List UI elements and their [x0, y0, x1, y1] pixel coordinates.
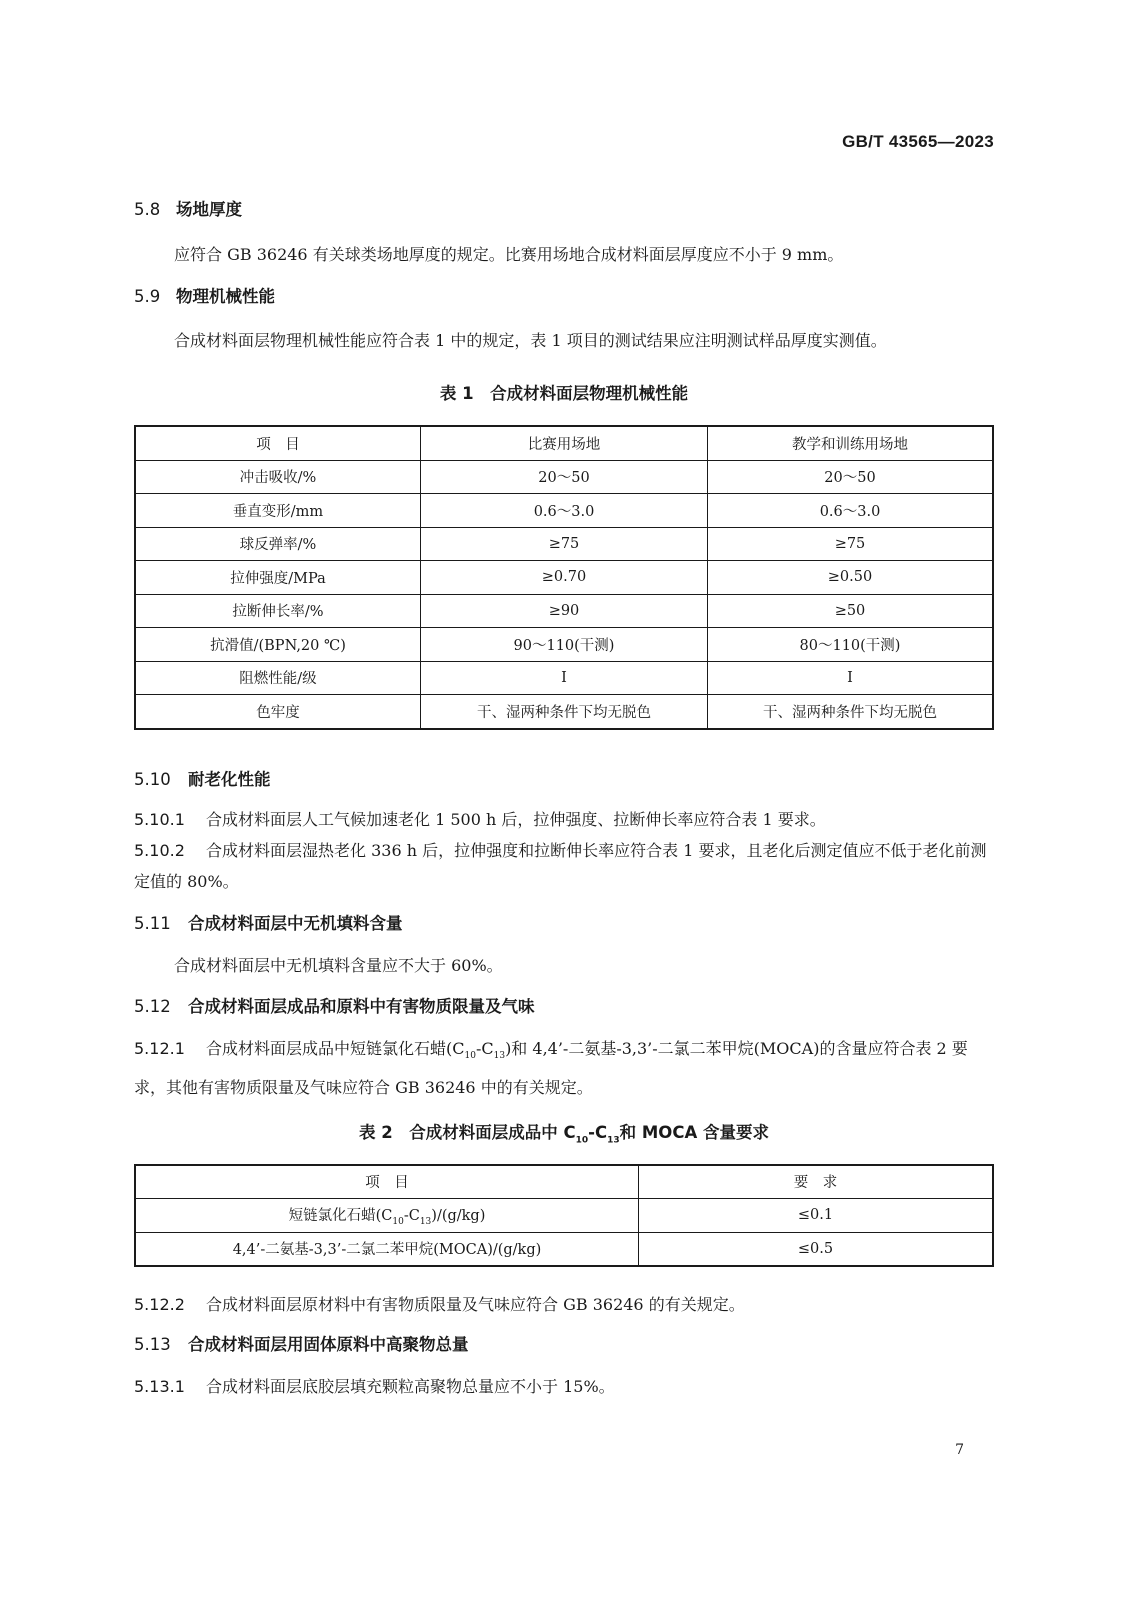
clause-text: 合成材料面层湿热老化 336 h 后，拉伸强度和拉断伸长率应符合表 1 要求，且老化后测定值应不低于老化前测定值的 80%。 — [134, 840, 987, 891]
clause-number: 5.12.1 — [134, 1038, 185, 1058]
clause-5-10-2 — [134, 835, 994, 897]
clause-number: 5.10.1 — [134, 809, 185, 829]
table-row — [135, 460, 993, 494]
clause-5-10-1 — [134, 804, 994, 835]
table-cell: ≥90 — [421, 594, 708, 628]
table-cell: 色牢度 — [135, 695, 421, 729]
clause-text: 合成材料面层底胶层填充颗粒高聚物总量应不小于 15%。 — [206, 1377, 615, 1397]
section-5-10-heading — [134, 766, 994, 794]
table-row — [135, 1232, 993, 1266]
clause-text: -C — [475, 1038, 494, 1058]
table-cell: 90～110(干测) — [421, 628, 708, 662]
section-title: 合成材料面层成品和原料中有害物质限量及气味 — [188, 996, 535, 1016]
subscript: 13 — [493, 1050, 506, 1061]
section-5-9-heading — [134, 283, 994, 311]
clause-text: 合成材料面层人工气候加速老化 1 500 h 后，拉伸强度、拉断伸长率应符合表 1 要求。 — [206, 809, 826, 829]
section-5-9-text: 合成材料面层物理机械性能应符合表 1 中的规定，表 1 项目的测试结果应注明测试样品厚度实测值。 — [174, 331, 887, 350]
table-cell: 抗滑值/(BPN,20 ℃) — [135, 628, 421, 662]
table-1 — [134, 425, 994, 730]
section-5-13-heading — [134, 1331, 994, 1359]
section-5-8-text: 应符合 GB 36246 有关球类场地厚度的规定。比赛用场地合成材料面层厚度应不小于 9 mm。 — [174, 245, 844, 264]
caption-text: 表 2 合成材料面层成品中 C — [359, 1122, 576, 1142]
column-header: 比赛用场地 — [421, 426, 708, 460]
column-header: 教学和训练用场地 — [708, 426, 994, 460]
table-row — [135, 695, 993, 729]
table-cell: 冲击吸收/% — [135, 460, 421, 494]
table-cell: 阻燃性能/级 — [135, 661, 421, 695]
table-cell: 拉断伸长率/% — [135, 594, 421, 628]
clause-number: 5.12.2 — [134, 1295, 185, 1315]
section-number: 5.9 — [134, 287, 161, 306]
document-body — [134, 196, 994, 1402]
table-cell: ≥75 — [421, 527, 708, 561]
subscript: 10 — [464, 1050, 476, 1061]
caption-text: -C — [588, 1122, 608, 1142]
table-cell: 垂直变形/mm — [135, 494, 421, 528]
clause-text: )和 4,4’-二氨基-3,3’-二氯二苯甲烷(MOCA)的含量应符合表 2 要求，其他有害物质限量及气味应符合 GB 36246 中的有关规定。 — [134, 1038, 968, 1097]
cell-text: -C — [403, 1207, 420, 1224]
table-cell: 20～50 — [421, 460, 708, 494]
column-header: 项 目 — [135, 426, 421, 460]
section-5-11-heading — [134, 910, 994, 938]
table-1-caption: 表 1 合成材料面层物理机械性能 — [439, 384, 689, 403]
section-5-11-text: 合成材料面层中无机填料含量应不大于 60%。 — [174, 955, 503, 975]
table-cell: Ⅰ — [708, 661, 994, 695]
section-title: 场地厚度 — [176, 200, 242, 219]
table-cell: ≤0.1 — [639, 1199, 994, 1233]
table-row — [135, 527, 993, 561]
table-cell: 4,4’-二氨基-3,3’-二氯二苯甲烷(MOCA)/(g/kg) — [135, 1232, 639, 1266]
table-cell: 拉伸强度/MPa — [135, 561, 421, 595]
page-number: 7 — [955, 1442, 964, 1458]
section-title: 物理机械性能 — [176, 287, 275, 306]
table-cell: ≥0.50 — [708, 561, 994, 595]
section-number: 5.12 — [134, 996, 171, 1016]
table-2 — [134, 1164, 994, 1268]
caption-text: 和 MOCA 含量要求 — [619, 1122, 769, 1142]
table-row — [135, 1199, 993, 1233]
table-cell: 0.6～3.0 — [708, 494, 994, 528]
table-cell: ≤0.5 — [639, 1232, 994, 1266]
table-cell: 干、湿两种条件下均无脱色 — [708, 695, 994, 729]
section-5-8-heading — [134, 196, 994, 224]
standard-code: GB/T 43565—2023 — [842, 132, 994, 151]
column-header: 项 目 — [135, 1165, 639, 1199]
section-title: 合成材料面层用固体原料中高聚物总量 — [188, 1335, 469, 1355]
table-cell: 20～50 — [708, 460, 994, 494]
section-title: 合成材料面层中无机填料含量 — [188, 913, 403, 933]
table-cell: 80～110(干测) — [708, 628, 994, 662]
cell-text: 短链氯化石蜡(C — [288, 1207, 393, 1224]
clause-text: 合成材料面层原材料中有害物质限量及气味应符合 GB 36246 的有关规定。 — [206, 1295, 745, 1315]
table-cell: ≥50 — [708, 594, 994, 628]
subscript: 10 — [392, 1216, 404, 1227]
clause-5-13-1 — [134, 1371, 994, 1402]
subscript: 10 — [575, 1134, 589, 1145]
table-cell: ≥75 — [708, 527, 994, 561]
section-number: 5.13 — [134, 1335, 171, 1355]
section-number: 5.11 — [134, 913, 171, 933]
section-title: 耐老化性能 — [188, 769, 271, 789]
table-cell: 干、湿两种条件下均无脱色 — [421, 695, 708, 729]
clause-number: 5.10.2 — [134, 840, 185, 860]
table-2-caption — [134, 1119, 994, 1143]
column-header: 要 求 — [639, 1165, 994, 1199]
table-cell — [135, 1199, 639, 1233]
table-cell: ≥0.70 — [421, 561, 708, 595]
table-header-row — [135, 1165, 993, 1199]
table-cell: Ⅰ — [421, 661, 708, 695]
cell-text: )/(g/kg) — [431, 1207, 486, 1224]
section-5-12-heading — [134, 993, 994, 1021]
section-number: 5.8 — [134, 200, 161, 219]
subscript: 13 — [607, 1134, 620, 1145]
table-cell: 球反弹率/% — [135, 527, 421, 561]
subscript: 13 — [419, 1216, 432, 1227]
table-row — [135, 561, 993, 595]
clause-text: 合成材料面层成品中短链氯化石蜡(C — [206, 1038, 465, 1058]
table-row — [135, 628, 993, 662]
section-number: 5.10 — [134, 769, 171, 789]
clause-5-12-2 — [134, 1289, 994, 1320]
table-row — [135, 494, 993, 528]
table-row — [135, 594, 993, 628]
clause-5-12-1 — [134, 1033, 994, 1103]
clause-number: 5.13.1 — [134, 1377, 185, 1397]
table-cell: 0.6～3.0 — [421, 494, 708, 528]
table-row — [135, 661, 993, 695]
table-header-row — [135, 426, 993, 460]
